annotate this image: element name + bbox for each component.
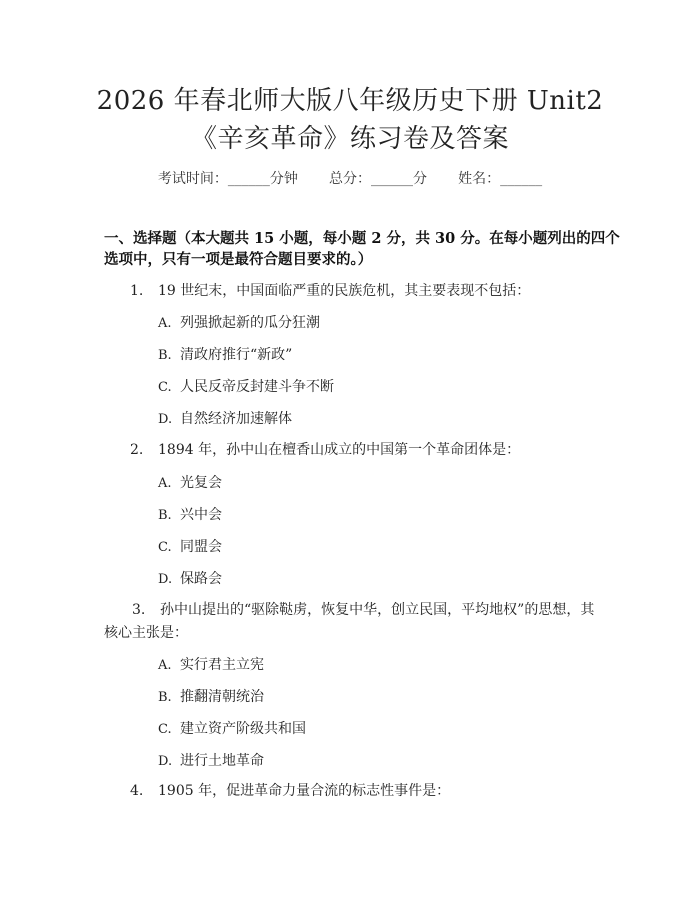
option-letter: C. bbox=[158, 722, 172, 737]
option-3a bbox=[158, 655, 264, 676]
question-2 bbox=[104, 440, 604, 461]
total-score-field: 总分：______分 bbox=[329, 171, 427, 187]
option-letter: B. bbox=[158, 348, 172, 363]
option-text: 建立资产阶级共和国 bbox=[180, 721, 306, 737]
exam-meta bbox=[0, 168, 700, 188]
option-letter: A. bbox=[158, 658, 172, 673]
question-1 bbox=[104, 281, 604, 302]
page-title-line1: 2026 年春北师大版八年级历史下册 Unit2 bbox=[96, 86, 604, 116]
option-text: 列强掀起新的瓜分狂潮 bbox=[180, 315, 320, 331]
option-text: 光复会 bbox=[180, 475, 222, 491]
question-number: 4. bbox=[130, 783, 144, 799]
option-1a bbox=[158, 313, 320, 334]
option-text: 保路会 bbox=[180, 571, 222, 587]
question-3-continuation bbox=[104, 623, 604, 644]
option-letter: A. bbox=[158, 476, 172, 491]
option-letter: D. bbox=[158, 572, 173, 587]
question-4 bbox=[104, 781, 604, 802]
option-text: 推翻清朝统治 bbox=[180, 689, 264, 705]
question-text: 1905 年，促进革命力量合流的标志性事件是： bbox=[158, 783, 451, 799]
option-text: 自然经济加速解体 bbox=[180, 411, 292, 427]
option-text: 同盟会 bbox=[180, 539, 222, 555]
option-1d bbox=[158, 409, 292, 430]
option-1c bbox=[158, 377, 334, 398]
option-3c bbox=[158, 719, 306, 740]
question-number: 3. bbox=[132, 602, 146, 618]
option-letter: B. bbox=[158, 690, 172, 705]
option-2b bbox=[158, 505, 222, 526]
option-text: 清政府推行“新政” bbox=[180, 347, 293, 363]
option-1b bbox=[158, 345, 292, 366]
option-letter: D. bbox=[158, 754, 173, 769]
option-3b bbox=[158, 687, 264, 708]
option-letter: C. bbox=[158, 540, 172, 555]
option-2d bbox=[158, 569, 222, 590]
option-text: 实行君主立宪 bbox=[180, 657, 264, 673]
option-text: 兴中会 bbox=[180, 507, 222, 523]
option-letter: C. bbox=[158, 380, 172, 395]
option-text: 进行土地革命 bbox=[180, 753, 264, 769]
option-2c bbox=[158, 537, 222, 558]
question-text-line2: 核心主张是： bbox=[104, 625, 188, 641]
exam-time-field: 考试时间：______分钟 bbox=[157, 171, 298, 187]
section-heading-choice: 一、选择题（本大题共 15 小题，每小题 2 分，共 30 分。在每小题列出的四个选项中，只有一项是最符合题目要求的。） bbox=[104, 230, 620, 268]
option-letter: A. bbox=[158, 316, 172, 331]
question-number: 2. bbox=[130, 442, 144, 458]
option-letter: B. bbox=[158, 508, 172, 523]
option-letter: D. bbox=[158, 412, 173, 427]
question-3 bbox=[104, 600, 604, 621]
question-number: 1. bbox=[130, 283, 144, 299]
question-text-line1: 孙中山提出的“驱除鞑虏，恢复中华，创立民国，平均地权”的思想，其 bbox=[160, 602, 595, 618]
option-text: 人民反帝反封建斗争不断 bbox=[180, 379, 334, 395]
student-name-field: 姓名：______ bbox=[458, 171, 543, 187]
option-2a bbox=[158, 473, 222, 494]
option-3d bbox=[158, 751, 264, 772]
question-text: 19 世纪末，中国面临严重的民族危机，其主要表现不包括： bbox=[158, 283, 531, 299]
page-title-line2: 《辛亥革命》练习卷及答案 bbox=[190, 124, 509, 154]
question-text: 1894 年，孙中山在檀香山成立的中国第一个革命团体是： bbox=[158, 442, 521, 458]
